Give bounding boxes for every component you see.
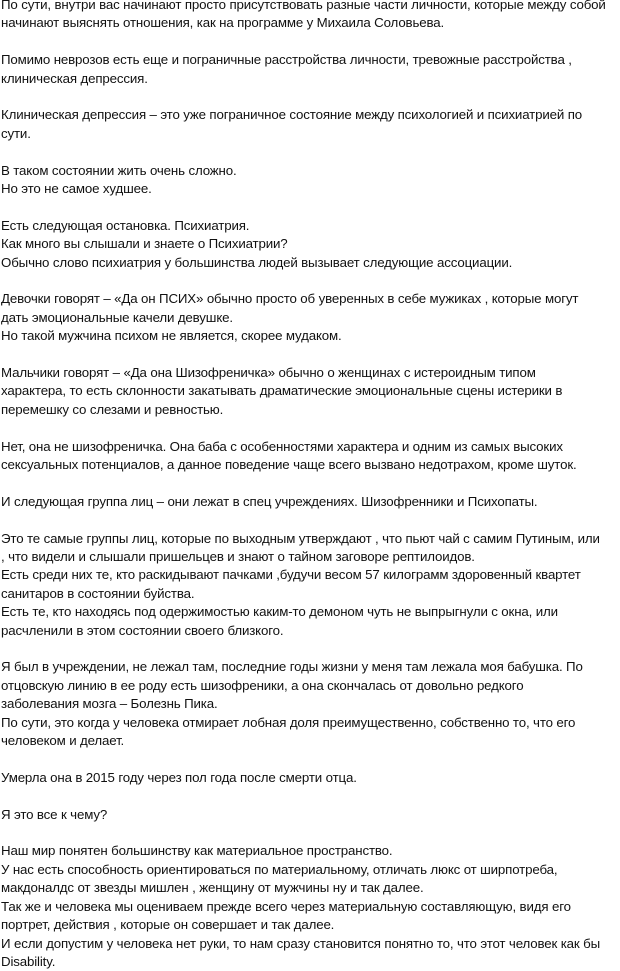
text-line: сути. — [1, 125, 31, 141]
text-line: Нет, она не шизофреничка. Она баба с особенностями характера и одним из самых высоких — [1, 438, 563, 454]
text-line: По сути, внутри вас начинают просто присутствовать разные части личности, которые между собой — [1, 0, 606, 12]
text-line: расчленили в этом состоянии своего близкого. — [1, 622, 284, 638]
text-line: Есть среди них те, кто раскидывают пачками ,будучи весом 57 килограмм здоровенный квартет — [1, 567, 581, 583]
text-line: характера, то есть склонности закатывать драматические эмоциональные сцены истерики в — [1, 383, 563, 399]
text-line: клиническая депрессия. — [1, 70, 148, 86]
text-line: По сути, это когда у человека отмирает лобная доля преимущественно, собственно то, что его — [1, 714, 576, 730]
paragraph — [1, 842, 618, 971]
paragraph — [1, 51, 618, 88]
paragraph — [1, 106, 618, 143]
paragraph — [1, 364, 618, 419]
text-line: И если допустим у человека нет руки, то нам сразу становится понятно то, что этот человек как бы — [1, 935, 601, 951]
paragraph — [1, 217, 618, 272]
text-line: Наш мир понятен большинству как материальное пространство. — [1, 843, 393, 859]
text-line: Как много вы слышали и знаете о Психиатрии? — [1, 236, 288, 252]
paragraph — [1, 806, 618, 824]
paragraph — [1, 162, 618, 199]
text-line: Клиническая депрессия – это уже пограничное состояние между психологией и психиатрией по — [1, 107, 582, 123]
text-line: перемешку со слезами и ревностью. — [1, 401, 224, 417]
text-line: отцовскую линию в ее роду есть шизофреники, а она скончалась от довольно редкого — [1, 677, 524, 693]
text-line: Disability. — [1, 953, 56, 969]
paragraph — [1, 438, 618, 475]
text-line: Так же и человека мы оцениваем прежде всего через материальную составляющую, видя его — [1, 898, 571, 914]
text-line: Мальчики говорят – «Да она Шизофреничка» обычно о женщинах с истероидным типом — [1, 365, 536, 381]
text-line: У нас есть способность ориентироваться по материальному, отличать люкс от ширпотреба, — [1, 861, 558, 877]
text-line: Я был в учреждении, не лежал там, последние годы жизни у меня там лежала моя бабушка. По — [1, 659, 583, 675]
text-line: начинают выяснять отношения, как на программе у Михаила Соловьева. — [1, 15, 445, 31]
text-line: Есть следующая остановка. Психиатрия. — [1, 217, 250, 233]
paragraph — [1, 769, 618, 787]
text-line: заболевания мозга – Болезнь Пика. — [1, 696, 218, 712]
paragraph — [1, 0, 618, 33]
text-line: санитаров в состоянии буйства. — [1, 585, 195, 601]
paragraph — [1, 658, 618, 750]
text-line: Обычно слово психиатрия у большинства людей вызывает следующие ассоциации. — [1, 254, 513, 270]
text-line: И следующая группа лиц – они лежат в спец учреждениях. Шизофренники и Психопаты. — [1, 493, 538, 509]
paragraph — [1, 493, 618, 511]
text-line: Девочки говорят – «Да он ПСИХ» обычно просто об уверенных в себе мужиках , которые могут — [1, 291, 579, 307]
text-line: Но это не самое худшее. — [1, 181, 152, 197]
paragraph — [1, 530, 618, 640]
text-line: портрет, действия , которые он совершает и так далее. — [1, 917, 335, 933]
text-line: Помимо неврозов есть еще и пограничные расстройства личности, тревожные расстройства , — [1, 52, 572, 68]
text-line: , что видели и слышали пришельцев и знают о тайном заговоре рептилоидов. — [1, 549, 475, 565]
text-line: В таком состоянии жить очень сложно. — [1, 162, 237, 178]
text-line: Умерла она в 2015 году через пол года после смерти отца. — [1, 769, 357, 785]
text-line: Есть те, кто находясь под одержимостью каким-то демоном чуть не выпрыгнули с окна, или — [1, 604, 558, 620]
text-line: Я это все к чему? — [1, 806, 108, 822]
text-line: Это те самые группы лиц, которые по выходным утверждают , что пьют чай с самим Путиным, или — [1, 530, 600, 546]
text-line: макдоналдс от звезды мишлен , женщину от мужчины ну и так далее. — [1, 880, 424, 896]
text-line: дать эмоциональные качели девушке. — [1, 309, 233, 325]
paragraph — [1, 290, 618, 345]
text-line: Но такой мужчина психом не является, скорее мудаком. — [1, 328, 342, 344]
text-line: человеком и делает. — [1, 733, 125, 749]
text-line: сексуальных потенциалов, а данное поведение чаще всего вызвано недотрахом, кроме шуток. — [1, 457, 577, 473]
